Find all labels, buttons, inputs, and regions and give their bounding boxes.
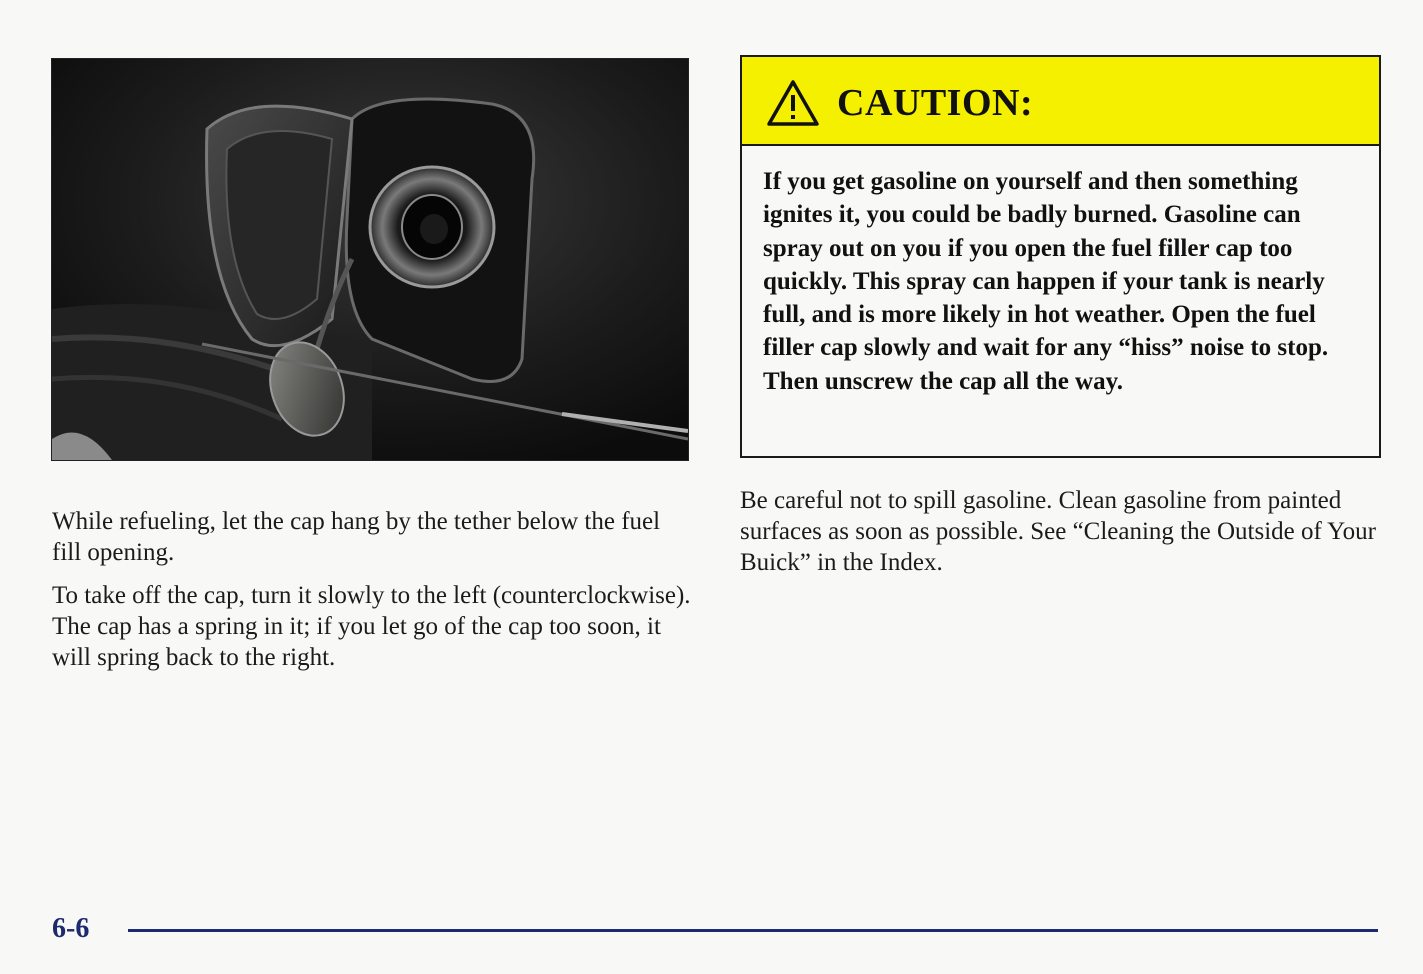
- caution-title: CAUTION:: [837, 82, 1034, 124]
- page-number: 6-6: [52, 913, 90, 944]
- footer-rule: [128, 929, 1378, 932]
- refueling-tether-paragraph: While refueling, let the cap hang by the tether below the fuel fill opening.: [52, 508, 661, 566]
- cap-removal-paragraph: To take off the cap, turn it slowly to the left (counterclockwise). The cap has a spring in it; if you let go of the cap too soon, it will spring back to the right.: [52, 582, 691, 671]
- fuel-filler-illustration: [52, 59, 688, 460]
- warning-triangle-icon: [766, 79, 820, 127]
- caution-box: [740, 55, 1381, 458]
- caution-text: If you get gasoline on yourself and then something ignites it, you could be badly burned. Gasoline can spray out on you if you open the fuel filler cap too quickly. This spray can happen if your tank is nearly full, and is more likely in hot weather. Open the fuel filler cap slowly and wait for any “hiss” noise to stop. Then unscrew the cap all the way.: [763, 168, 1329, 395]
- spill-warning-paragraph: Be careful not to spill gasoline. Clean gasoline from painted surfaces as soon as possible. See “Cleaning the Outside of Your Buick” in the Index.: [740, 487, 1377, 576]
- caution-header: [742, 57, 1379, 146]
- fuel-filler-photo: [51, 58, 689, 461]
